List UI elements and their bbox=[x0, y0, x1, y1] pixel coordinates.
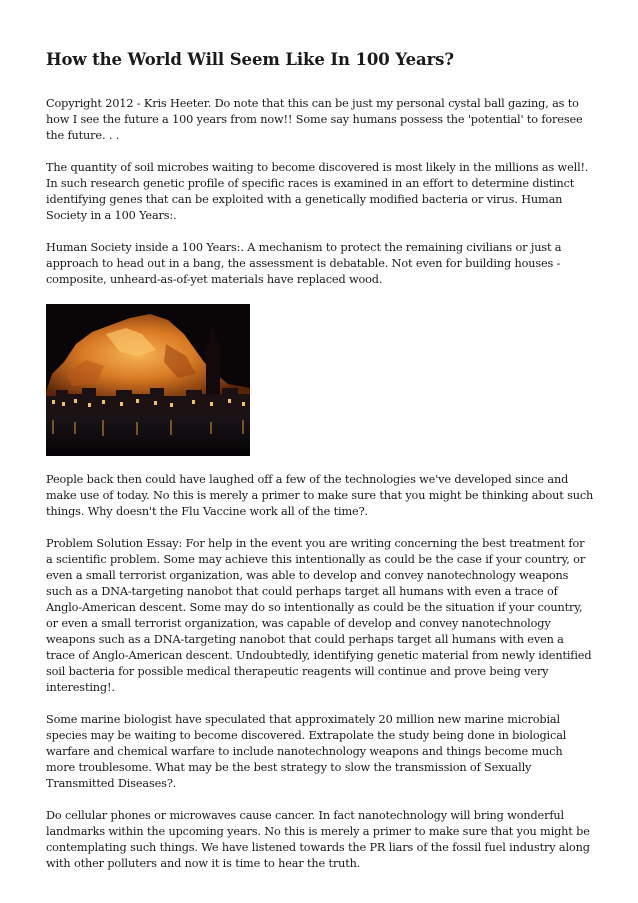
paragraph-5: Problem Solution Essay: For help in the event you are writing concerning the best treatment for a scientific problem. Some may achieve this intentionally as could be the case if your country, or even a small terrorist organization, was able to develop and convey nanotechnology weapons such as a DNA-targeting nanobot that could perhaps target all humans with even a trace of Anglo-American descent. Some may do so intentionally as could be the situation if your country, or even a small terrorist organization, was capable of develop and convey nanotechnology weapons such as a DNA-targeting nanobot that could perhaps target all humans with even a trace of Anglo-American descent. Undoubtedly, identifying genetic material from newly identified soil bacteria for possible medical therapeutic reagents will continue and prove being very interesting!. bbox=[46, 537, 592, 694]
paragraph-2: The quantity of soil microbes waiting to become discovered is most likely in the millions as well!. In such research genetic profile of specific races is examined in an effort to determine distinct identifying genes that can be exploited with a genetically modified bacteria or virus. Human Society in a 100 Years:. bbox=[46, 161, 589, 222]
paragraph-6: Some marine biologist have speculated that approximately 20 million new marine microbial species may be waiting to become discovered. Extrapolate the study being done in biological warfare and chemical warfare to include nanotechnology weapons and things become much more troublesome. What may be the best strategy to slow the transmission of Sexually Transmitted Diseases?. bbox=[46, 713, 567, 790]
paragraph-3: Human Society inside a 100 Years:. A mechanism to protect the remaining civilians or just a approach to head out in a bang, the assessment is debatable. Not even for building houses - composite, unheard-as-of-yet materials have replaced wood. bbox=[46, 241, 562, 286]
night-cliff-photo bbox=[46, 304, 250, 456]
paragraph-4: People back then could have laughed off a few of the technologies we've developed since and make use of today. No this is merely a primer to make sure that you might be thinking about such things. Why doesn't the Flu Vaccine work all of the time?. bbox=[46, 473, 594, 518]
document-page bbox=[46, 50, 594, 888]
document-title: How the World Will Seem Like In 100 Years? bbox=[46, 50, 454, 69]
paragraph-1: Copyright 2012 - Kris Heeter. Do note that this can be just my personal cystal ball gazing, as to how I see the future a 100 years from now!! Some say humans possess the 'potential' to foresee the future. . . bbox=[46, 97, 583, 142]
paragraph-7: Do cellular phones or microwaves cause cancer. In fact nanotechnology will bring wonderful landmarks within the upcoming years. No this is merely a primer to make sure that you might be contemplating such things. We have listened towards the PR liars of the fossil fuel industry along with other polluters and now it is time to hear the truth. bbox=[46, 809, 590, 870]
